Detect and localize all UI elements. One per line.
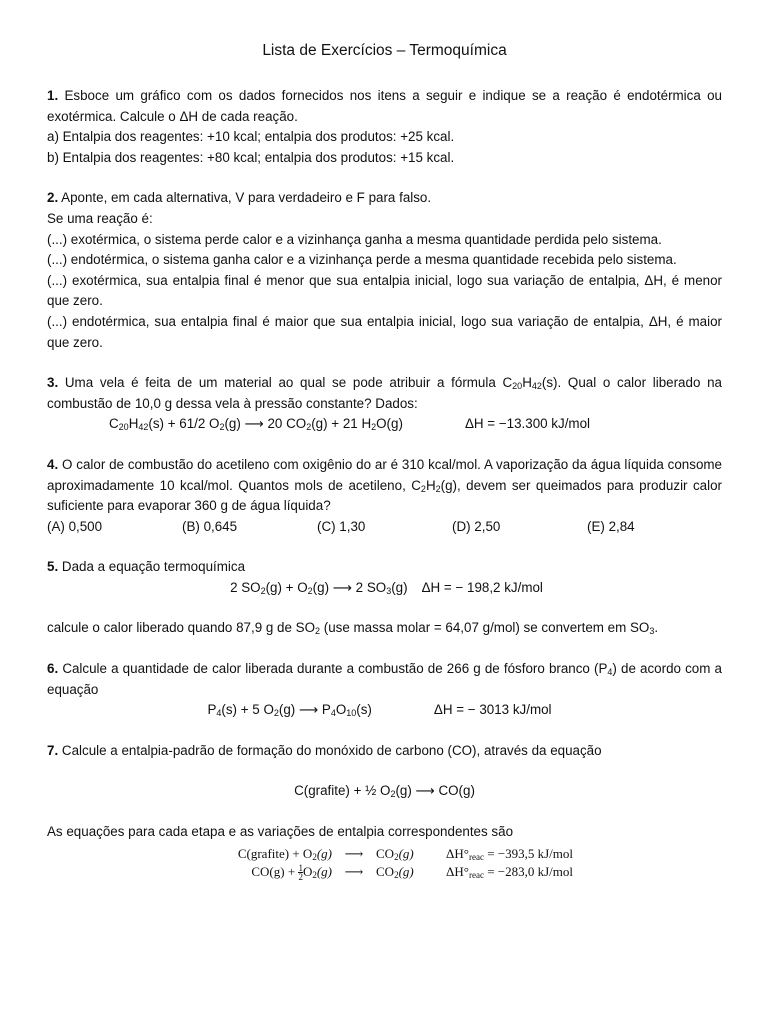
subscript: 2 [371, 422, 377, 433]
text-fragment: (use massa molar = 64,07 g/mol) se convertem em SO [320, 620, 650, 636]
text-fragment: Uma vela é feita de um material ao qual se pode atribuir a fórmula C [64, 375, 513, 391]
question-5-instruction [47, 618, 722, 639]
subscript: 3 [386, 585, 392, 596]
eq-part: (g) + O [265, 579, 308, 595]
arrow-icon: ⟶ [344, 845, 364, 861]
question-6 [47, 659, 722, 721]
eq-part: (g) ⟶ CO(g) [395, 783, 475, 799]
subscript: reac [468, 851, 484, 862]
eq-part: (g) [398, 863, 414, 879]
text-fragment: . [654, 620, 659, 636]
question-1-prompt [47, 86, 722, 127]
question-2 [47, 188, 722, 353]
question-7-steps-intro: As equações para cada etapa e as variações de entalpia correspondentes são [47, 824, 514, 840]
statement-1: (...) exotérmica, o sistema perde calor e a vizinhança ganha a mesma quantidade perdida pelo sistema. [47, 231, 662, 247]
eq-part: (g) ⟶ P [278, 702, 331, 718]
equation [207, 700, 371, 721]
subscript: 2 [312, 851, 317, 862]
subscript: 42 [138, 422, 149, 433]
eq-part: (g) [316, 845, 332, 861]
eq-part: ΔH° [446, 863, 469, 879]
eq-part: P [207, 702, 217, 718]
step-enthalpy [446, 845, 573, 863]
question-7-prompt [47, 741, 722, 762]
statement-3: (...) exotérmica, sua entalpia final é menor que sua entalpia inicial, logo sua variação de entalpia, ΔH, é menor que zero. [47, 272, 722, 309]
answer-options [47, 517, 722, 538]
question-1 [47, 86, 722, 168]
question-3-prompt [47, 373, 722, 414]
subscript: 2 [435, 483, 441, 494]
question-number: 2. [47, 190, 59, 206]
step-rhs [376, 845, 446, 863]
eq-part: (g) [316, 863, 332, 879]
eq-part: O(g) [376, 416, 403, 432]
subscript: 20 [118, 422, 129, 433]
question-2-intro: Se uma reação é: [47, 210, 153, 226]
question-3 [47, 373, 722, 435]
question-number: 1. [47, 88, 59, 103]
text-fragment: H [425, 477, 436, 493]
text-fragment: O calor de combustão do acetileno com oxigênio do ar é 310 kcal/mol. A vaporização da água líquida consome aproximadamente 10 kcal/mol. Quantos mols de acetileno, C [47, 456, 722, 493]
subscript: 4 [330, 708, 336, 719]
text-fragment: (s). Qual o calor liberado na combustão de 10,0 g dessa vela à pressão constante? Dados: [47, 375, 722, 411]
subscript: 10 [346, 708, 357, 719]
step-equations [217, 845, 722, 882]
question-text: Esboce um gráfico com os dados fornecidos nos itens a seguir e indique se a reação é endotérmica ou exotérmica. Calcule o ΔH de cada reação. [47, 88, 722, 124]
eq-part: (g) + 21 H [311, 416, 372, 432]
step-lhs [217, 863, 332, 882]
subscript: 2 [273, 708, 279, 719]
option-e: (E) 2,84 [587, 518, 635, 534]
text-fragment: calcule o calor liberado quando 87,9 g de SO [47, 620, 315, 636]
step-equation-1 [217, 845, 722, 863]
eq-part: 2 SO [230, 579, 261, 595]
option-b: (B) 0,645 [182, 518, 238, 534]
subscript: 2 [420, 483, 426, 494]
eq-part: C(grafite) + ½ O [294, 783, 391, 799]
eq-part: (g) ⟶ 20 CO [224, 416, 307, 432]
document-page [47, 40, 722, 901]
enthalpy-value: ΔH = − 3013 kJ/mol [433, 702, 552, 718]
option-a: (A) 0,500 [47, 518, 103, 534]
question-number: 4. [47, 456, 59, 472]
question-number: 7. [47, 742, 59, 758]
step-enthalpy [446, 863, 573, 882]
subscript: 2 [390, 789, 396, 800]
item-b: b) Entalpia dos reagentes: +80 kcal; entalpia dos produtos: +15 kcal. [47, 149, 455, 165]
subscript: 2 [219, 422, 225, 433]
subscript: 4 [607, 667, 613, 678]
subscript: reac [468, 869, 484, 880]
text-fragment: ) de acordo com a equação [47, 661, 722, 697]
question-2-prompt [47, 188, 722, 209]
option-c: (C) 1,30 [317, 518, 366, 534]
eq-part: C [109, 416, 119, 432]
text-fragment: H [522, 375, 532, 391]
text-fragment: Calcule a entalpia-padrão de formação do monóxido de carbono (CO), através da equação [61, 742, 602, 758]
subscript: 42 [531, 381, 542, 392]
eq-part: = −393,5 kJ/mol [483, 845, 573, 861]
eq-part: (s) [356, 702, 372, 718]
text-fragment: Dada a equação termoquímica [61, 559, 246, 575]
eq-part: (g) ⟶ 2 SO [312, 579, 387, 595]
eq-part: CO [376, 863, 395, 879]
eq-part: = −283,0 kJ/mol [483, 863, 573, 879]
statement-2: (...) endotérmica, o sistema ganha calor e a vizinhança perde a mesma quantidade recebida pelo sistema. [47, 252, 677, 268]
step-lhs [217, 845, 332, 863]
eq-part: O [302, 863, 313, 879]
question-text: Aponte, em cada alternativa, V para verdadeiro e F para falso. [61, 190, 432, 206]
equation-combustion [0, 414, 722, 435]
subscript: 2 [394, 869, 399, 880]
question-number: 5. [47, 559, 59, 575]
subscript: 2 [312, 869, 317, 880]
item-a: a) Entalpia dos reagentes: +10 kcal; entalpia dos produtos: +25 kcal. [47, 129, 455, 145]
step-rhs [376, 863, 446, 882]
enthalpy-value: ΔH = −13.300 kJ/mol [464, 416, 590, 432]
eq-part: H [128, 416, 139, 432]
eq-part: O [335, 702, 347, 718]
page-title: Lista de Exercícios – Termoquímica [262, 42, 507, 59]
subscript: 2 [260, 585, 266, 596]
enthalpy-value: ΔH = − 198,2 kJ/mol [421, 579, 543, 595]
eq-part: (g) [398, 845, 414, 861]
equation-co-formation [47, 781, 722, 802]
question-5 [47, 557, 722, 639]
statement-4: (...) endotérmica, sua entalpia final é maior que sua entalpia inicial, logo sua variação de entalpia, ΔH, é maior que zero. [47, 313, 722, 350]
question-4 [47, 455, 722, 537]
equation-so2 [51, 578, 722, 599]
text-fragment: Calcule a quantidade de calor liberada durante a combustão de 266 g de fósforo branco (P [62, 661, 608, 677]
eq-part: CO(g) + [251, 863, 299, 879]
equation-phosphorus [37, 700, 722, 721]
subscript: 4 [216, 708, 222, 719]
eq-part: (s) + 61/2 O [148, 416, 220, 432]
subscript: 2 [307, 585, 313, 596]
equation [109, 414, 403, 435]
arrow-icon: ⟶ [344, 863, 364, 879]
eq-part: (g) [391, 579, 408, 595]
text-fragment: (g), devem ser queimados para produzir calor suficiente para evaporar 360 g de água líquida? [47, 477, 722, 514]
subscript: 20 [512, 381, 523, 392]
question-5-prompt [47, 557, 722, 578]
equation [230, 578, 408, 599]
subscript: 2 [306, 422, 312, 433]
question-7 [47, 741, 722, 881]
subscript: 2 [315, 626, 321, 637]
eq-part: C(grafite) + O [237, 845, 313, 861]
subscript: 2 [394, 851, 399, 862]
denominator: 2 [298, 872, 303, 883]
subscript: 3 [649, 626, 655, 637]
question-number: 6. [47, 661, 59, 677]
eq-part: (s) + 5 O [221, 702, 274, 718]
numerator: 1 [298, 863, 303, 874]
step-equation-2 [217, 863, 722, 882]
question-6-prompt [47, 659, 722, 700]
option-d: (D) 2,50 [452, 518, 501, 534]
question-number: 3. [47, 375, 59, 391]
question-4-prompt [47, 455, 722, 517]
eq-part: ΔH° [446, 845, 469, 861]
eq-part: CO [376, 845, 395, 861]
